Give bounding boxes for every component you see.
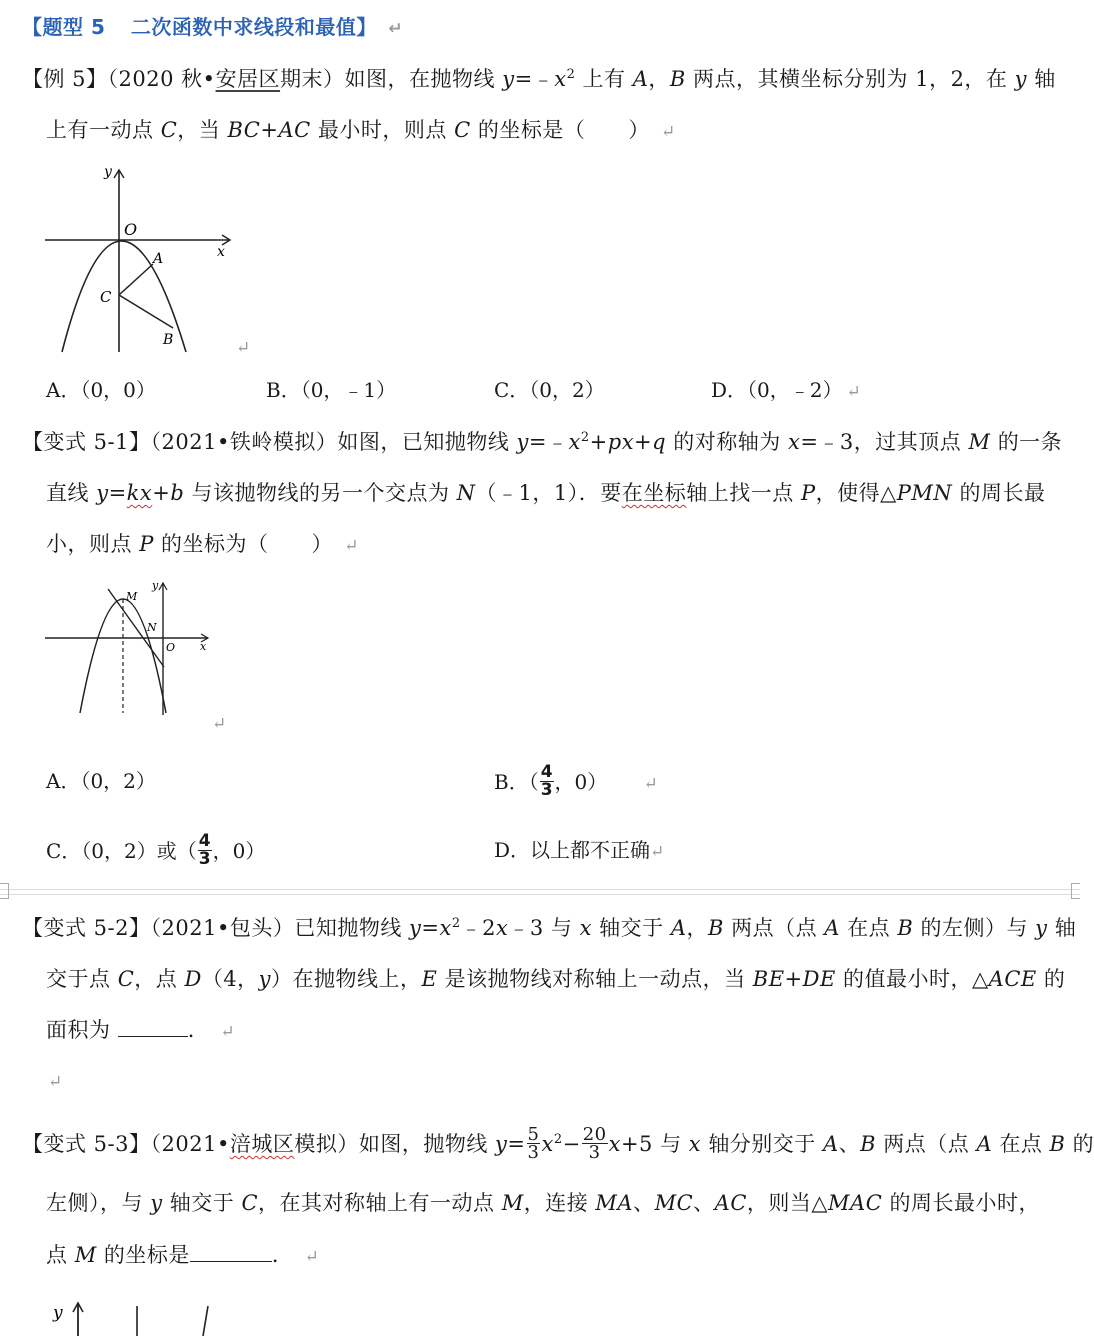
example5-text: ，当 — [177, 118, 221, 142]
heading-title: 二次函数中求线段和最值】 — [130, 15, 377, 39]
fraction — [527, 1126, 541, 1161]
page-break — [0, 889, 1080, 895]
variant52-line3 — [46, 1015, 235, 1047]
variant53-text: 轴分别交于 — [708, 1132, 816, 1156]
return-mark: ↵ — [236, 338, 251, 358]
variant51-text: 的周长最 — [959, 481, 1046, 505]
example5-text: 两点，其横坐标分别为 1，2，在 — [693, 67, 1008, 91]
example5-figure — [40, 160, 260, 360]
return-mark: ↵ — [661, 122, 676, 142]
parabola-curve — [203, 1306, 208, 1336]
variant53-line1: 【变式 5-3】（2021•涪城区模拟）如图，抛物线 y= $\frac{5}{3}$ $x^2-$ $\frac{20}{3}$ x+5 与 x 轴分别交于 A、B 两点（点 A 在点 B 的 — [22, 1124, 1094, 1163]
fraction-num: 5 — [527, 1124, 540, 1145]
variant52-line1: 【变式 5-2】（2021•包头）已知抛物线 $y=x^2﹣2x﹣3$ 与 x 轴交于 A，B 两点（点 A 在点 B 的左侧）与 y 轴 — [22, 916, 1077, 940]
variant52-text: 轴交于 — [599, 916, 664, 940]
option-d — [711, 375, 861, 407]
variant52-line2: 交于点 C，点 D（4，y）在抛物线上，E 是该抛物线对称轴上一动点，当 BE+DE 的值最小时，△ACE 的 — [46, 967, 1066, 991]
return-mark: ↵ — [388, 19, 404, 39]
variant51-line3: 小，则点 P 的坐标为（ ） ↵ — [46, 532, 359, 556]
example5-source: （2020 秋• — [107, 67, 216, 91]
variant53-text: 的周长最小时， — [889, 1191, 1040, 1215]
variant51-text: 直线 — [46, 481, 89, 505]
variant51-text: （2021•铁岭模拟）如图，已知抛物线 — [150, 430, 510, 454]
option-b-text: B．（ — [494, 770, 539, 794]
variant52-text: 轴 — [1054, 916, 1077, 940]
option-a: A．（0，2） — [46, 769, 156, 793]
variant53-text: ，在其对称轴上有一动点 — [258, 1191, 495, 1215]
fraction-den: 3 — [588, 1142, 601, 1163]
fraction-den: 3 — [198, 849, 211, 869]
variant51-text: ，使得△ — [815, 481, 897, 505]
variant53-text: 点 — [46, 1243, 68, 1267]
variant51-text: 的对称轴为 — [673, 430, 781, 454]
fraction-den: 3 — [540, 780, 553, 800]
variant52-text: 是该抛物线对称轴上一动点，当 — [444, 967, 746, 991]
heading-label: 【题型 5 — [22, 15, 106, 39]
return-mark: ↵ — [48, 1072, 63, 1092]
answer-blank[interactable] — [118, 1016, 188, 1037]
option-b: B．（0，﹣1） — [266, 378, 397, 402]
fraction-num: 4 — [198, 831, 211, 851]
variant52-text: 的值最小时，△ — [843, 967, 989, 991]
label-y: y — [104, 164, 112, 180]
variant51-text: 与该抛物线的另一个交点为 — [191, 481, 450, 505]
fraction — [582, 1126, 608, 1161]
example5-source-place: 安居区 — [215, 67, 281, 91]
option-c — [46, 831, 266, 870]
variant52-text: ）在抛物线上， — [271, 967, 422, 991]
return-mark: ↵ — [304, 1247, 320, 1267]
variant52-text: 两点（点 — [731, 916, 818, 940]
variant51-text: 轴上找一点 — [686, 481, 794, 505]
option-c-text: C．（0，2）或（ — [46, 839, 197, 863]
variant52-text: 面积为 — [46, 1018, 111, 1042]
example5-text: 的坐标是（ ） — [477, 118, 650, 142]
variant53-text: ，则当△ — [746, 1191, 829, 1215]
return-mark: ↵ — [643, 774, 658, 794]
segment-ca — [119, 264, 153, 295]
variant52-text: 的左侧）与 — [920, 916, 1028, 940]
fraction — [198, 833, 212, 868]
label-y: y — [53, 1303, 63, 1323]
return-mark: ↵ — [846, 382, 861, 402]
variant52-text: 与 — [550, 916, 573, 940]
section-heading — [22, 12, 403, 44]
option-a: A．（0，0） — [46, 378, 156, 402]
variant53-text: 在点 — [999, 1132, 1043, 1156]
variant51-tag: 【变式 5-1】 — [22, 430, 151, 454]
variant52-text: ． — [187, 1018, 210, 1042]
variant52-tag: 【变式 5-2】 — [22, 916, 151, 940]
variant51-figure — [40, 575, 220, 720]
example5-text: 轴 — [1034, 67, 1056, 91]
variant52-text: 交于点 — [46, 967, 111, 991]
label-c: C — [100, 288, 112, 306]
return-mark: ↵ — [220, 1022, 236, 1042]
answer-blank[interactable] — [190, 1241, 272, 1262]
variant53-source-place: 涪城区 — [229, 1132, 295, 1156]
variant52-text: 在点 — [847, 916, 891, 940]
variant53-text: 左侧），与 — [46, 1191, 143, 1215]
variant53-tag: 【变式 5-3】 — [22, 1132, 151, 1156]
example5-text: 上有 — [582, 67, 626, 91]
variant51-text: 在坐标 — [621, 481, 687, 505]
variant53-text: 轴交于 — [169, 1191, 235, 1215]
example5-text: 最小时，则点 — [317, 118, 447, 142]
label-x: x — [200, 640, 207, 653]
option-c: C．（0，2） — [494, 378, 605, 402]
label-y: y — [152, 579, 159, 592]
variant51-text: （﹣1，1）．要 — [475, 481, 622, 505]
variant52-text: （4， — [201, 967, 259, 991]
variant51-line2: 直线 y=kx+b 与该抛物线的另一个交点为 N（﹣1，1）．要在坐标轴上找一点 P，使得△PMN 的周长最 — [46, 481, 1046, 505]
variant52-text: 的 — [1043, 967, 1066, 991]
label-o: O — [166, 641, 176, 654]
return-mark: ↵ — [650, 842, 665, 862]
label-a: A — [153, 251, 164, 267]
variant53-line3: 点 M 的坐标是 ． ↵ — [46, 1243, 320, 1267]
option-d — [494, 835, 664, 867]
label-n: N — [147, 621, 157, 634]
option-d-text: D．（0，﹣2） — [711, 378, 843, 402]
fraction — [540, 764, 554, 799]
variant51-text: 的坐标为（ ） — [161, 532, 334, 556]
example5-tag: 【例 5】 — [22, 67, 108, 91]
page-marker-right — [1071, 883, 1080, 899]
option-d-text: D．以上都不正确 — [494, 838, 651, 862]
variant51-text: 小，则点 — [46, 532, 132, 556]
segment-cb — [119, 295, 173, 328]
page-marker-left — [0, 883, 9, 899]
example5-line2: 上有一动点 C，当 BC+AC 最小时，则点 C 的坐标是（ ） ↵ — [46, 118, 676, 142]
variant53-figure — [48, 1298, 228, 1336]
variant52-text: ，点 — [134, 967, 178, 991]
label-b: B — [163, 332, 174, 348]
fraction-den: 3 — [527, 1142, 540, 1163]
example5-text: 上有一动点 — [46, 118, 154, 142]
option-c-text: ，0） — [212, 839, 266, 863]
variant53-text: 与 — [660, 1132, 682, 1156]
variant51-text: ，过其顶点 — [853, 430, 962, 454]
return-mark: ↵ — [344, 536, 359, 556]
label-x: x — [217, 244, 225, 260]
example5-text: 期末）如图，在抛物线 — [280, 67, 496, 91]
label-m: M — [126, 590, 138, 603]
variant53-text: ． — [271, 1243, 294, 1267]
variant53-text: 模拟）如图，抛物线 — [294, 1132, 488, 1156]
variant52-text: （2021•包头）已知抛物线 — [150, 916, 402, 940]
fraction-num: 20 — [582, 1124, 607, 1145]
variant53-text: 两点（点 — [883, 1132, 970, 1156]
variant53-line2: 左侧），与 y 轴交于 C，在其对称轴上有一动点 M，连接 MA、MC、AC，则当△MAC 的周长最小时， — [46, 1191, 1040, 1215]
fraction-num: 4 — [540, 762, 553, 782]
variant53-text: 的坐标是 — [103, 1243, 190, 1267]
return-mark: ↵ — [212, 714, 227, 734]
variant51-text: 的一条 — [997, 430, 1063, 454]
variant53-text: 的 — [1072, 1132, 1094, 1156]
option-b — [494, 762, 658, 801]
variant53-text: ，连接 — [523, 1191, 589, 1215]
variant53-source: （2021• — [150, 1132, 230, 1156]
option-b-text: ，0） — [554, 770, 608, 794]
label-o: O — [124, 220, 138, 239]
example5-line1: 【例 5】（2020 秋•安居区期末）如图，在抛物线 $y=﹣x^2$ 上有 A，B 两点，其横坐标分别为 1，2，在 y 轴 — [22, 67, 1056, 91]
variant51-line1: 【变式 5-1】（2021•铁岭模拟）如图，已知抛物线 $y=﹣x^2+px+q$ 的对称轴为 x=﹣3，过其顶点 M 的一条 — [22, 430, 1063, 454]
